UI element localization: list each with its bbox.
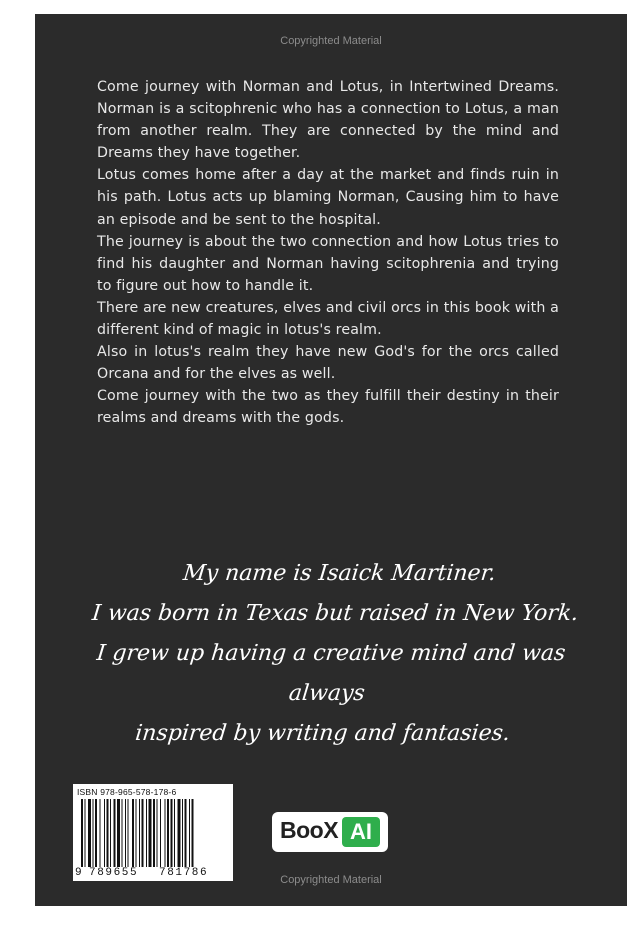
publisher-logo-text: BooX — [280, 817, 339, 843]
author-bio-line: I grew up having a creative mind and was always — [95, 641, 567, 706]
copyright-notice-top: Copyrighted Material — [280, 35, 382, 47]
blurb-paragraph: Also in lotus's realm they have new God's for the orcs called Orcana and for the elves as well. — [97, 344, 559, 383]
barcode-digit-lead: 9 — [75, 867, 82, 879]
isbn-label: ISBN 978-965-578-178-6 — [77, 787, 177, 797]
isbn-barcode — [73, 784, 233, 881]
barcode-digit-group-2: 781786 — [159, 867, 209, 879]
copyright-notice-bottom: Copyrighted Material — [280, 874, 382, 886]
blurb-paragraph: Lotus comes home after a day at the market and finds ruin in his path. Lotus acts up blaming Norman, Causing him to have an episode and be sent to the hospital. — [97, 167, 559, 228]
publisher-logo-badge: AI — [342, 817, 380, 847]
blurb-paragraph: There are new creatures, elves and civil orcs in this book with a different kind of magic in lotus's realm. — [97, 299, 559, 339]
author-bio — [54, 554, 607, 754]
blurb-paragraph: Come journey with the two as they fulfill their destiny in their realms and dreams with the gods. — [97, 388, 559, 427]
publisher-logo — [272, 812, 388, 852]
author-bio-line: My name is Isaick Martiner. — [181, 561, 498, 586]
author-bio-line: I was born in Texas but raised in New York. — [90, 601, 580, 626]
book-blurb — [97, 76, 559, 430]
blurb-paragraph: The journey is about the two connection and how Lotus tries to find his daughter and Norman having scitophrenia and trying to figure out how to handle it. — [97, 233, 559, 294]
author-bio-line: inspired by writing and fantasies. — [134, 721, 512, 746]
barcode-bars — [81, 799, 225, 867]
blurb-paragraph: Come journey with Norman and Lotus, in Intertwined Dreams. Norman is a scitophrenic who has a connection to Lotus, a man from another realm. They are connected by the mind and Dreams they have together. — [97, 79, 559, 162]
back-cover — [35, 14, 627, 906]
barcode-digit-group-1: 789655 — [89, 867, 139, 879]
